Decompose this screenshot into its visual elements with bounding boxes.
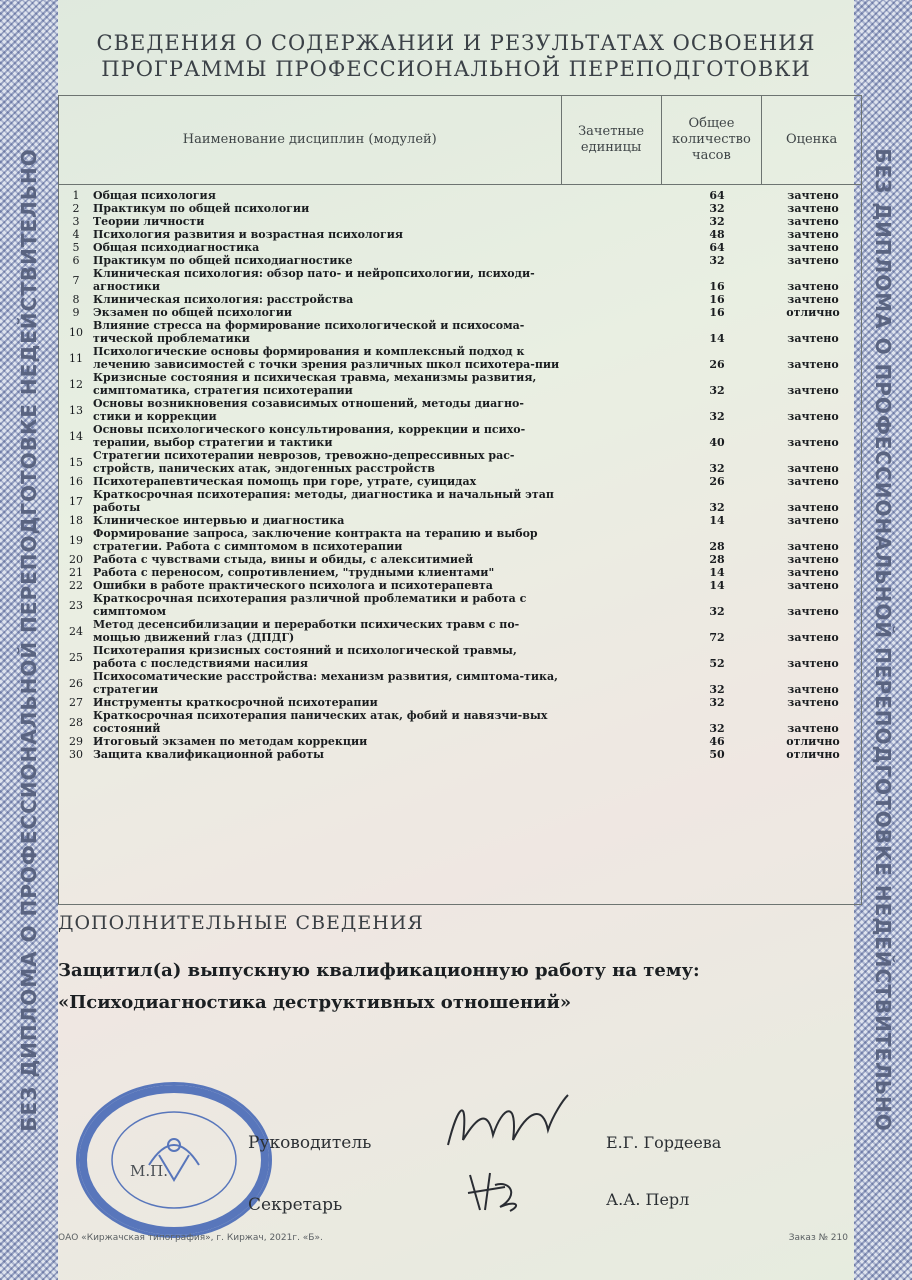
row-number: 18 [69,514,83,527]
official-seal [76,1082,272,1238]
row-hours: 32 [709,202,725,215]
row-discipline: Защита квалификационной работы [93,748,325,761]
row-hours: 32 [709,215,725,228]
row-discipline: Инструменты краткосрочной психотерапии [93,696,378,709]
row-grade: зачтено [787,514,839,527]
title-line-1: СВЕДЕНИЯ О СОДЕРЖАНИИ И РЕЗУЛЬТАТАХ ОСВОЕНИЯ [96,31,816,55]
secretary-label: Секретарь [248,1195,343,1215]
row-hours: 26 [709,475,725,488]
row-grade: зачтено [787,358,839,371]
row-discipline: Метод десенсибилизации и переработки психических травм с по-мощью движений глаз (ДПДГ) [93,618,520,644]
row-number: 24 [69,624,83,638]
row-number: 21 [69,566,83,579]
row-grade: зачтено [787,215,839,228]
row-discipline: Экзамен по общей психологии [93,306,293,319]
secretary-name: А.А. Перл [606,1190,690,1209]
table-row [59,696,861,709]
head-signature-icon [438,1085,578,1165]
row-discipline: Работа с переносом, сопротивлением, "трудными клиентами" [93,566,495,579]
row-number: 3 [72,215,80,228]
row-hours: 48 [709,228,725,241]
row-hours: 32 [709,501,725,514]
row-grade: зачтено [787,683,839,696]
document-sheet [58,0,854,1280]
row-number: 23 [69,598,83,612]
row-discipline: Психологические основы формирования и комплексный подход к лечению зависимостей с точки зрения различных школ психотера-пии [93,345,560,371]
row-discipline: Общая психология [93,189,216,202]
table-row [59,618,861,644]
row-number: 10 [69,325,83,339]
row-hours: 14 [709,566,725,579]
row-discipline: Итоговый экзамен по методам коррекции [93,735,368,748]
row-grade: зачтено [787,722,839,735]
row-number: 9 [72,306,80,319]
table-row [59,553,861,566]
row-discipline: Психосоматические расстройства: механизм развития, симптома-тика, стратегии [93,670,558,696]
table-body-cell [59,185,862,905]
table-row [59,423,861,449]
table-row [59,189,861,202]
row-grade: отлично [786,748,840,761]
row-hours: 72 [709,631,725,644]
row-hours: 32 [709,722,725,735]
row-hours: 40 [709,436,725,449]
row-number: 28 [69,715,83,729]
row-number: 4 [72,228,80,241]
row-hours: 64 [709,241,725,254]
row-grade: зачтено [787,631,839,644]
row-grade: зачтено [787,657,839,670]
row-number: 17 [69,494,83,508]
row-hours: 14 [709,514,725,527]
row-grade: зачтено [787,410,839,423]
row-hours: 32 [709,605,725,618]
title-line-2: ПРОГРАММЫ ПРОФЕССИОНАЛЬНОЙ ПЕРЕПОДГОТОВКИ [101,57,811,81]
row-number: 6 [72,254,80,267]
row-grade: отлично [786,306,840,319]
row-hours: 28 [709,553,725,566]
row-grade: зачтено [787,462,839,475]
row-grade: зачтено [787,384,839,397]
table-row [59,748,861,761]
table-row [59,527,861,553]
secretary-signature-icon [460,1165,530,1215]
row-number: 29 [69,735,83,748]
row-discipline: Основы возникновения созависимых отношений, методы диагно-стики и коррекции [93,397,524,423]
table-row [59,592,861,618]
row-discipline: Стратегии психотерапии неврозов, тревожно-депрессивных рас-стройств, панических атак, эндогенных расстройств [93,449,515,475]
table-row [59,345,861,371]
security-border-right [854,0,912,1280]
row-number: 5 [72,241,80,254]
row-discipline: Практикум по общей психологии [93,202,310,215]
row-discipline: Краткосрочная психотерапия: методы, диагностика и начальный этап работы [93,488,554,514]
table-row [59,475,861,488]
table-row [59,735,861,748]
row-number: 27 [69,696,83,709]
row-discipline: Теории личности [93,215,205,228]
table-row [59,644,861,670]
row-number: 15 [69,455,83,469]
order-number: Заказ № 210 [788,1233,848,1243]
row-hours: 32 [709,462,725,475]
row-number: 26 [69,676,83,690]
row-grade: зачтено [787,501,839,514]
table-row [59,670,861,696]
row-grade: отлично [786,735,840,748]
row-discipline: Ошибки в работе практического психолога и психотерапевта [93,579,493,592]
seal-place-label: М.П. [130,1162,168,1180]
table-row [59,254,861,267]
table-row [59,709,861,735]
table-row [59,267,861,293]
border-warning-left: БЕЗ ДИПЛОМА О ПРОФЕССИОНАЛЬНОЙ ПЕРЕПОДГОТОВКЕ НЕДЕЙСТВИТЕЛЬНО [17,148,41,1132]
table-row [59,371,861,397]
row-grade: зачтено [787,332,839,345]
table-row [59,319,861,345]
row-hours: 16 [709,280,725,293]
table-row [59,514,861,527]
row-number: 20 [69,553,83,566]
row-grade: зачтено [787,241,839,254]
seal-icon [79,1085,269,1235]
row-discipline: Работа с чувствами стыда, вины и обиды, с алекситимией [93,553,474,566]
table-row [59,293,861,306]
page-title [58,30,854,82]
header-hours: Общее количество часов [661,96,762,185]
security-border-left [0,0,58,1280]
row-number: 13 [69,403,83,417]
row-grade: зачтено [787,566,839,579]
row-number: 7 [72,273,80,287]
table-row [59,306,861,319]
additional-info-title: ДОПОЛНИТЕЛЬНЫЕ СВЕДЕНИЯ [58,912,424,934]
row-discipline: Формирование запроса, заключение контракта на терапию и выбор стратегии. Работа с симптомом в психотерапии [93,527,538,553]
row-number: 11 [69,351,83,365]
row-discipline: Клиническое интервью и диагностика [93,514,345,527]
row-hours: 28 [709,540,725,553]
row-discipline: Психотерапия кризисных состояний и психологической травмы, работа с последствиями насилия [93,644,517,670]
row-hours: 16 [709,293,725,306]
row-discipline: Психотерапевтическая помощь при горе, утрате, суицидах [93,475,477,488]
row-grade: зачтено [787,696,839,709]
row-discipline: Общая психодиагностика [93,241,260,254]
head-label: Руководитель [248,1133,372,1153]
table-row [59,202,861,215]
row-discipline: Клиническая психология: обзор пато- и нейропсихологии, психоди-агностики [93,267,535,293]
thesis-statement: Защитил(а) выпускную квалификационную работу на тему: «Психодиагностика деструктивных отношений» [58,960,700,1013]
head-name: Е.Г. Гордеева [606,1133,722,1152]
row-hours: 32 [709,410,725,423]
row-number: 1 [72,189,80,202]
row-grade: зачтено [787,280,839,293]
table-row [59,566,861,579]
table-row [59,228,861,241]
row-grade: зачтено [787,228,839,241]
row-hours: 16 [709,306,725,319]
table-row [59,215,861,228]
row-number: 8 [72,293,80,306]
row-grade: зачтено [787,579,839,592]
row-number: 16 [69,475,83,488]
row-discipline: Влияние стресса на формирование психологической и психосома-тической проблематики [93,319,525,345]
row-discipline: Краткосрочная психотерапия панических атак, фобий и навязчи-вых состояний [93,709,548,735]
row-grade: зачтено [787,540,839,553]
border-warning-right: БЕЗ ДИПЛОМА О ПРОФЕССИОНАЛЬНОЙ ПЕРЕПОДГОТОВКЕ НЕДЕЙСТВИТЕЛЬНО [871,148,895,1132]
table-row [59,579,861,592]
table-rows [59,185,861,761]
row-hours: 64 [709,189,725,202]
printer-info: ОАО «Киржачская типография», г. Киржач, 2021г. «Б». [58,1233,323,1243]
row-discipline: Практикум по общей психодиагностике [93,254,353,267]
row-hours: 32 [709,683,725,696]
row-number: 2 [72,202,80,215]
table-row [59,488,861,514]
row-hours: 52 [709,657,725,670]
row-discipline: Клиническая психология: расстройства [93,293,354,306]
row-grade: зачтено [787,254,839,267]
row-hours: 32 [709,254,725,267]
row-grade: зачтено [787,293,839,306]
row-number: 14 [69,429,83,443]
row-grade: зачтено [787,553,839,566]
row-number: 25 [69,650,83,664]
row-grade: зачтено [787,189,839,202]
header-name: Наименование дисциплин (модулей) [59,96,562,185]
disciplines-table [58,95,862,905]
row-grade: зачтено [787,605,839,618]
row-grade: зачтено [787,475,839,488]
row-number: 22 [69,579,83,592]
row-hours: 46 [709,735,725,748]
row-hours: 32 [709,696,725,709]
row-discipline: Психология развития и возрастная психология [93,228,404,241]
row-hours: 32 [709,384,725,397]
table-row [59,449,861,475]
header-grade: Оценка [762,96,862,185]
table-row [59,397,861,423]
row-hours: 50 [709,748,725,761]
row-hours: 26 [709,358,725,371]
row-discipline: Кризисные состояния и психическая травма, механизмы развития, симптоматика, стратегия психотерапии [93,371,537,397]
row-discipline: Основы психологического консультирования, коррекции и психо-терапии, выбор стратегии и тактики [93,423,526,449]
row-discipline: Краткосрочная психотерапия различной проблематики и работа с симптомом [93,592,527,618]
row-hours: 14 [709,579,725,592]
row-number: 12 [69,377,83,391]
row-grade: зачтено [787,436,839,449]
row-hours: 14 [709,332,725,345]
row-grade: зачтено [787,202,839,215]
table-row [59,241,861,254]
header-units: Зачетные единицы [561,96,661,185]
row-number: 19 [69,533,83,547]
row-number: 30 [69,748,83,761]
